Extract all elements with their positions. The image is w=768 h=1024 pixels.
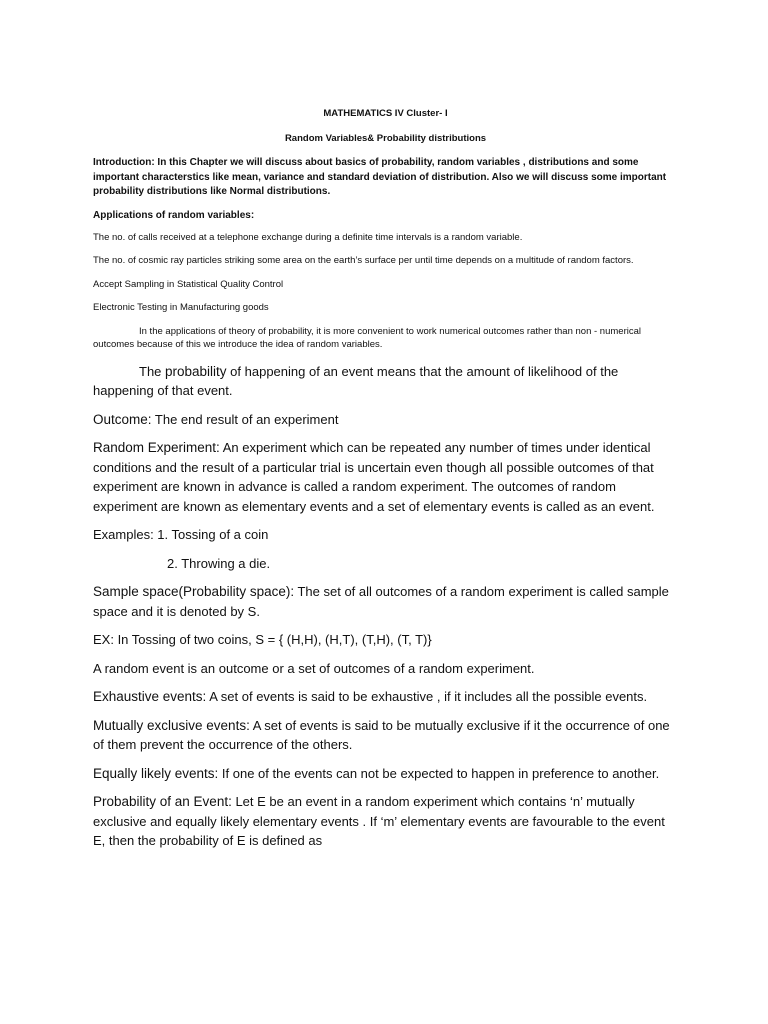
coins-example: EX: In Tossing of two coins, S = { (H,H), (H,T), (T,H), (T, T)} (93, 632, 432, 647)
mutually-exclusive-text: A set of events is said to be mutually exclusive if it the occurrence of one of them prevent the occurrence of the others. (93, 717, 670, 752)
exhaustive-term: Exhaustive events: (93, 689, 207, 704)
mutually-exclusive-term: Mutually exclusive events: (93, 717, 250, 733)
examples-line-2: 2. Throwing a die. (167, 555, 271, 571)
mutually-exclusive-definition (93, 716, 678, 755)
probability-event-text: Let E be an event in a random experiment which contains ‘n’ mutually exclusive and equally likely elementary events . If ‘m’ elementary events are favourable to the event E, then the probability of E is defined as (93, 794, 665, 848)
random-experiment-definition (93, 438, 678, 516)
random-experiment-text: An experiment which can be repeated any number of times under identical conditions and the result of a particular trial is uncertain even though all possible outcomes of that experiment are known in advance is called a random experiment. The outcomes of random experiment are known as elementary events and a set of elementary events is called as an event. (93, 440, 655, 514)
equally-likely-text: If one of the events can not be expected to happen in preference to another. (218, 765, 660, 781)
sample-space-term: Sample space(Probability space): (93, 584, 295, 599)
applications-note: In the applications of theory of probability, it is more convenient to work numerical outcomes rather than non - numerical outcomes because of this we introduce the idea of random variables. (93, 325, 641, 350)
intro-paragraph: Introduction: In this Chapter we will discuss about basics of probability, random variables , distributions and some important characterstics like mean, variance and standard deviation of distribution. Also we will discuss some important probability distributions like Normal distributions. (93, 157, 667, 197)
probability-pre: The (139, 363, 166, 379)
examples-line-1: Examples: 1. Tossing of a coin (93, 527, 269, 542)
equally-likely-definition (93, 764, 678, 784)
application-item: The no. of cosmic ray particles striking some area on the earth’s surface per until time depends on a multitude of random factors. (93, 255, 634, 266)
application-item: Accept Sampling in Statistical Quality Control (93, 278, 284, 290)
probability-event-definition (93, 792, 678, 851)
sample-space-definition (93, 582, 678, 621)
probability-paragraph (93, 362, 678, 401)
probability-text: of happening of an event means that the amount of likelihood of the happening of that event. (93, 363, 619, 398)
applications-heading: Applications of random variables: (93, 209, 255, 221)
equally-likely-term: Equally likely events: (93, 765, 219, 781)
random-experiment-term: Random Experiment: (93, 440, 220, 455)
probability-event-term: Probability of an Event: (93, 794, 232, 809)
sample-space-text: The set of all outcomes of a random experiment is called sample space and it is denoted by S. (93, 584, 669, 619)
application-item: Electronic Testing in Manufacturing goods (93, 302, 269, 313)
exhaustive-text: A set of events is said to be exhaustive , if it includes all the possible events. (206, 689, 648, 704)
doc-subtitle: Random Variables& Probability distributions (284, 133, 487, 144)
doc-title: MATHEMATICS IV Cluster- I (323, 108, 448, 119)
document-page (93, 108, 678, 851)
application-item: The no. of calls received at a telephone exchange during a definite time intervals is a random variable. (93, 231, 523, 243)
exhaustive-definition (93, 687, 678, 707)
outcome-term: Outcome: (93, 411, 152, 427)
probability-term: probability (165, 363, 227, 379)
outcome-text: The end result of an experiment (151, 411, 339, 427)
random-event-definition: A random event is an outcome or a set of outcomes of a random experiment. (93, 660, 535, 676)
outcome-definition (93, 410, 678, 430)
